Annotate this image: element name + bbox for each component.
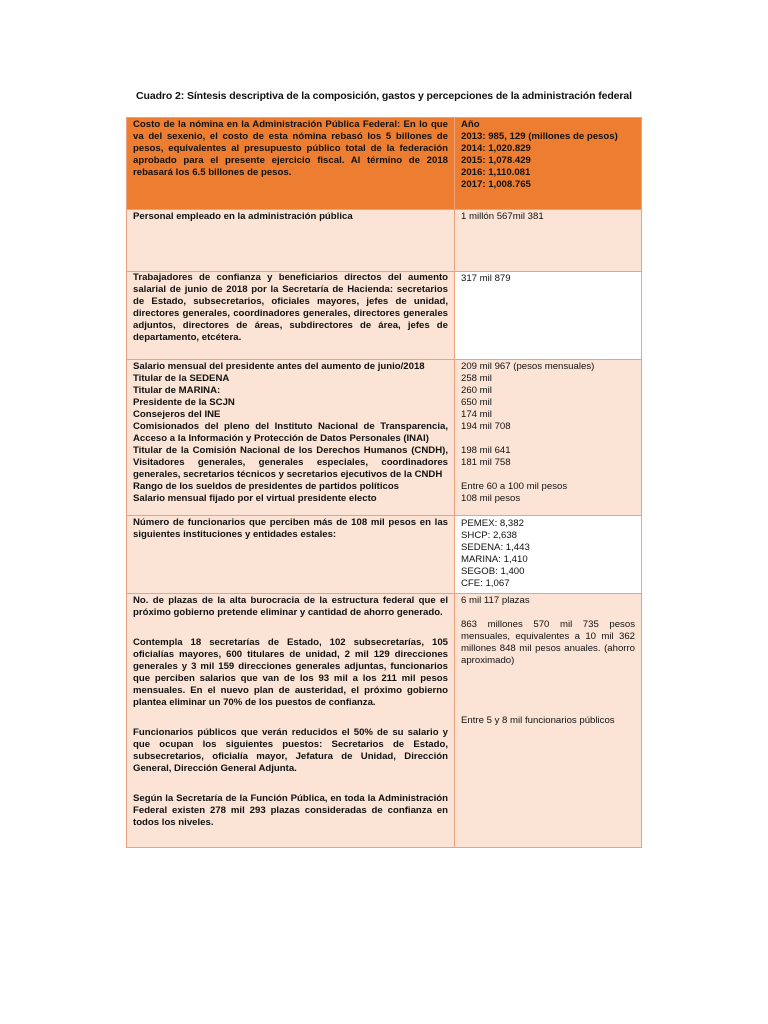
row-values: 317 mil 879 bbox=[455, 272, 642, 360]
table-title: Cuadro 2: Síntesis descriptiva de la composición, gastos y percepciones de la administración federal bbox=[136, 90, 632, 102]
row-description: Salario mensual del presidente antes del aumento de junio/2018 Titular de la SEDENA Titular de MARINA: Presidente de la SCJN Consejeros del INE Comisionados del pleno del Instituto Nacional de Transparencia, Acceso a la Información y Protección de Datos Personales (INAI) Titular de la Comisión Nacional de los Derechos Humanos (CNDH), Visitadores generales, generales especiales, coordinadores generales, secretarios técnicos y secretarios ejecutivos de la CNDH Rango de los sueldos de presidentes de partidos políticos Salario mensual fijado por el virtual presidente electo bbox=[127, 360, 455, 516]
row-description: Costo de la nómina en la Administración Pública Federal: En lo que va del sexenio, el costo de esta nómina rebasó los 5 billones de pesos, equivalentes al presupuesto público total de la federación aprobado para el presente ejercicio fiscal. Al término de 2018 rebasará los 6.5 billones de pesos. bbox=[127, 118, 455, 210]
row-values: 6 mil 117 plazas 863 millones 570 mil 735 pesos mensuales, equivalentes a 10 mil 362 millones 848 mil pesos anuales. (ahorro aproximado) Entre 5 y 8 mil funcionarios públicos bbox=[455, 594, 642, 848]
row-values: PEMEX: 8,382 SHCP: 2,638 SEDENA: 1,443 MARINA: 1,410 SEGOB: 1,400 CFE: 1,067 bbox=[455, 516, 642, 594]
row-values: Año 2013: 985, 129 (millones de pesos) 2014: 1,020.829 2015: 1,078.429 2016: 1,110.081 2017: 1,008.765 bbox=[455, 118, 642, 210]
row-description: Número de funcionarios que perciben más de 108 mil pesos en las siguientes instituciones y entidades estales: bbox=[127, 516, 455, 594]
table-row bbox=[127, 360, 642, 516]
row-values: 1 millón 567mil 381 bbox=[455, 210, 642, 272]
table-row bbox=[127, 210, 642, 272]
row-description: Personal empleado en la administración pública bbox=[127, 210, 455, 272]
summary-table bbox=[126, 117, 642, 848]
row-description: Trabajadores de confianza y beneficiarios directos del aumento salarial de junio de 2018 por la Secretaría de Hacienda: secretarios de Estado, subsecretarios, oficiales mayores, jefes de unidad, directores generales, coordinadores generales, directores generales adjuntos, directores de áreas, subdirectores de área, jefes de departamento, etcétera. bbox=[127, 272, 455, 360]
table-row bbox=[127, 118, 642, 210]
row-values: 209 mil 967 (pesos mensuales) 258 mil 260 mil 650 mil 174 mil 194 mil 708 198 mil 641 181 mil 758 Entre 60 a 100 mil pesos 108 mil pesos bbox=[455, 360, 642, 516]
row-description: No. de plazas de la alta burocracia de la estructura federal que el próximo gobierno pretende eliminar y cantidad de ahorro generado. Contempla 18 secretarías de Estado, 102 subsecretarías, 105 oficialías mayores, 600 titulares de unidad, 2 mil 129 direcciones generales y 3 mil 159 direcciones generales adjuntas, funcionarios que perciben salarios que van de los 93 mil a los 211 mil pesos mensuales. En el nuevo plan de austeridad, el próximo gobierno plantea eliminar un 70% de los puestos de confianza. Funcionarios públicos que verán reducidos el 50% de su salario y que ocupan los siguientes puestos: Secretarios de Estado, subsecretarios, oficialía mayor, Jefatura de Unidad, Dirección General, Dirección General Adjunta. Según la Secretaría de la Función Pública, en toda la Administración Federal existen 278 mil 293 plazas consideradas de confianza en todos los niveles. bbox=[127, 594, 455, 848]
table-row bbox=[127, 594, 642, 848]
table-row bbox=[127, 516, 642, 594]
table-row bbox=[127, 272, 642, 360]
